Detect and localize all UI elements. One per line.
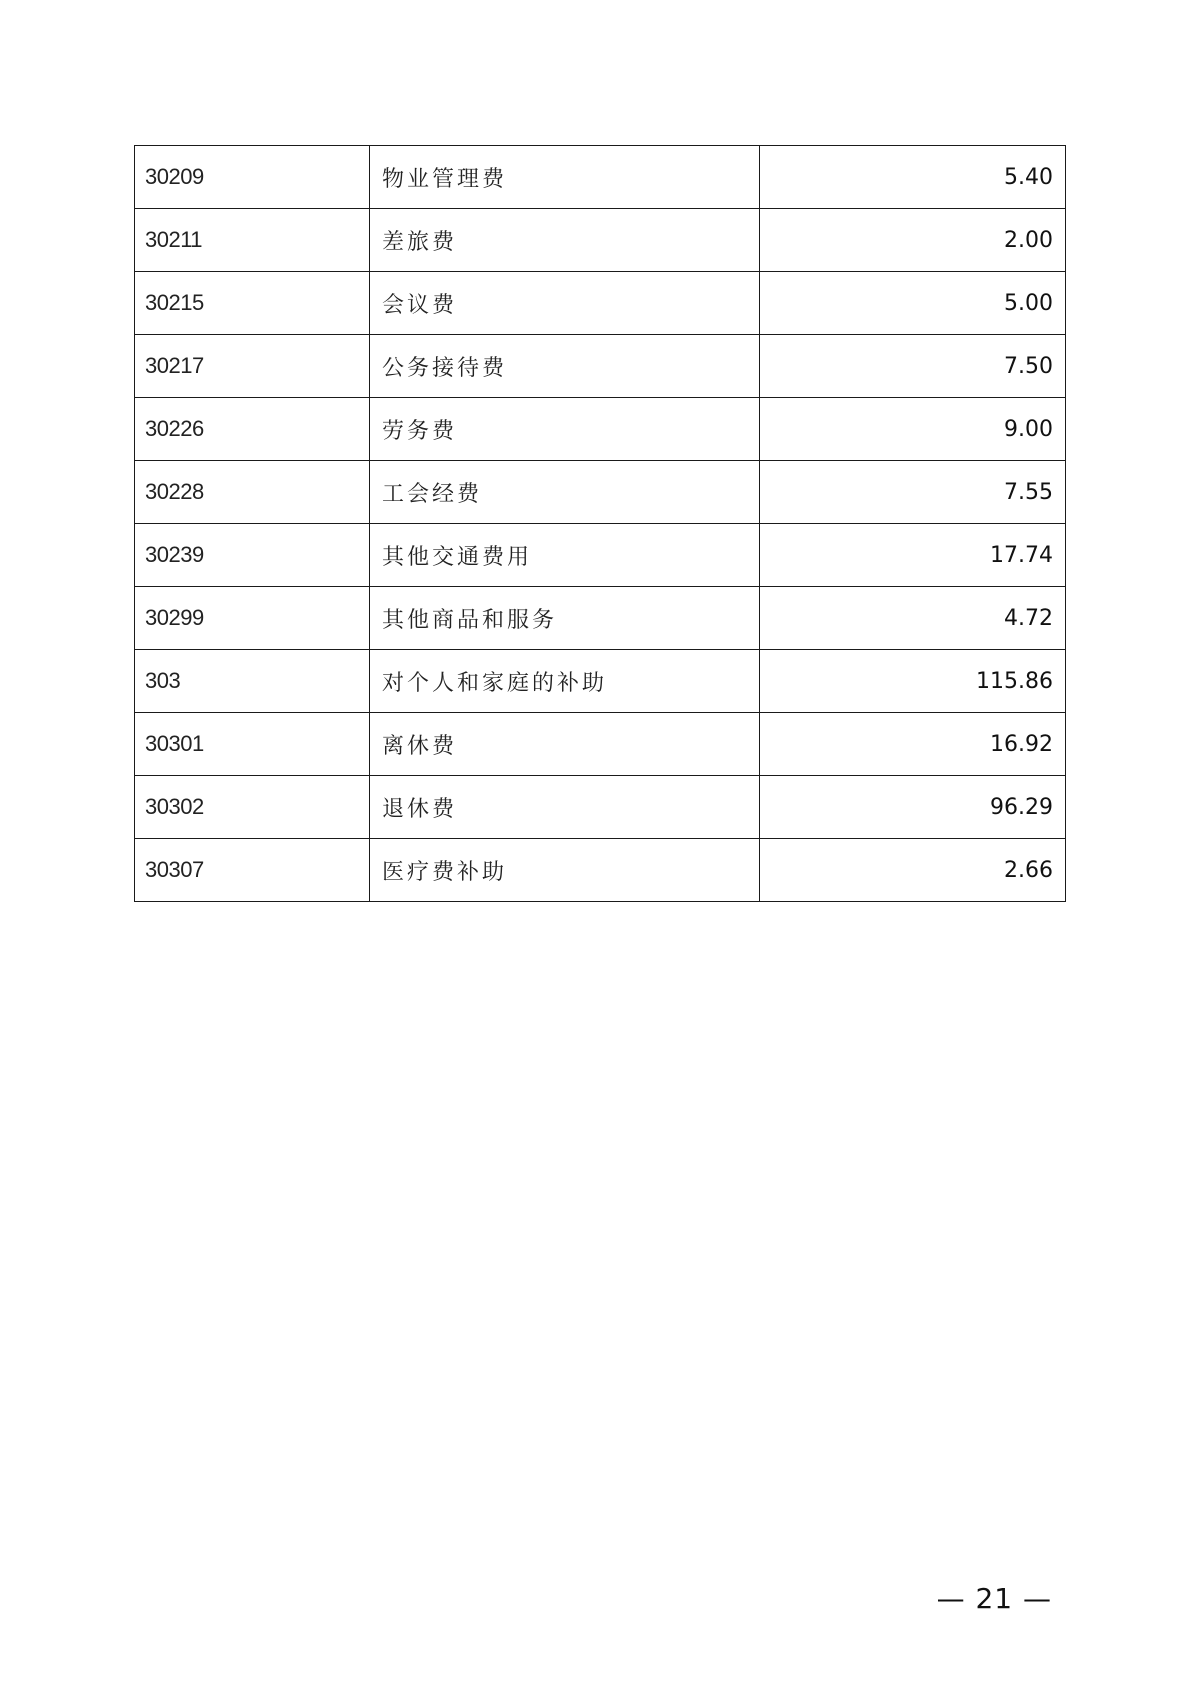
amount-cell: 16.92: [760, 713, 1066, 776]
table-row: [135, 146, 1066, 209]
table-row: [135, 335, 1066, 398]
expenditure-table: [134, 145, 1066, 902]
item-name-cell: 离休费: [370, 713, 760, 776]
table-row: [135, 209, 1066, 272]
economic-code-cell: 30301: [135, 713, 370, 776]
amount-cell: 96.29: [760, 776, 1066, 839]
economic-code-cell: 30302: [135, 776, 370, 839]
amount-cell: 5.00: [760, 272, 1066, 335]
table-row: [135, 776, 1066, 839]
table-row: [135, 587, 1066, 650]
economic-code-cell: 30209: [135, 146, 370, 209]
economic-code-cell: 30228: [135, 461, 370, 524]
economic-code-cell: 30226: [135, 398, 370, 461]
economic-code-cell: 30211: [135, 209, 370, 272]
item-name-cell: 退休费: [370, 776, 760, 839]
amount-cell: 7.55: [760, 461, 1066, 524]
table-row: [135, 272, 1066, 335]
item-name-cell: 对个人和家庭的补助: [370, 650, 760, 713]
table-row: [135, 839, 1066, 902]
economic-code-cell: 30299: [135, 587, 370, 650]
table-row: [135, 398, 1066, 461]
item-name-cell: 公务接待费: [370, 335, 760, 398]
table-row: [135, 650, 1066, 713]
item-name-cell: 医疗费补助: [370, 839, 760, 902]
item-name-cell: 其他商品和服务: [370, 587, 760, 650]
item-name-cell: 其他交通费用: [370, 524, 760, 587]
table-row: [135, 524, 1066, 587]
item-name-cell: 差旅费: [370, 209, 760, 272]
amount-cell: 17.74: [760, 524, 1066, 587]
amount-cell: 2.00: [760, 209, 1066, 272]
economic-code-cell: 30307: [135, 839, 370, 902]
table-row: [135, 461, 1066, 524]
amount-cell: 5.40: [760, 146, 1066, 209]
economic-code-cell: 30239: [135, 524, 370, 587]
amount-cell: 115.86: [760, 650, 1066, 713]
table-row: [135, 713, 1066, 776]
item-name-cell: 劳务费: [370, 398, 760, 461]
page-number: — 21 —: [936, 1582, 1052, 1615]
item-name-cell: 会议费: [370, 272, 760, 335]
amount-cell: 7.50: [760, 335, 1066, 398]
amount-cell: 9.00: [760, 398, 1066, 461]
item-name-cell: 物业管理费: [370, 146, 760, 209]
economic-code-cell: 303: [135, 650, 370, 713]
amount-cell: 4.72: [760, 587, 1066, 650]
item-name-cell: 工会经费: [370, 461, 760, 524]
economic-code-cell: 30215: [135, 272, 370, 335]
economic-code-cell: 30217: [135, 335, 370, 398]
amount-cell: 2.66: [760, 839, 1066, 902]
